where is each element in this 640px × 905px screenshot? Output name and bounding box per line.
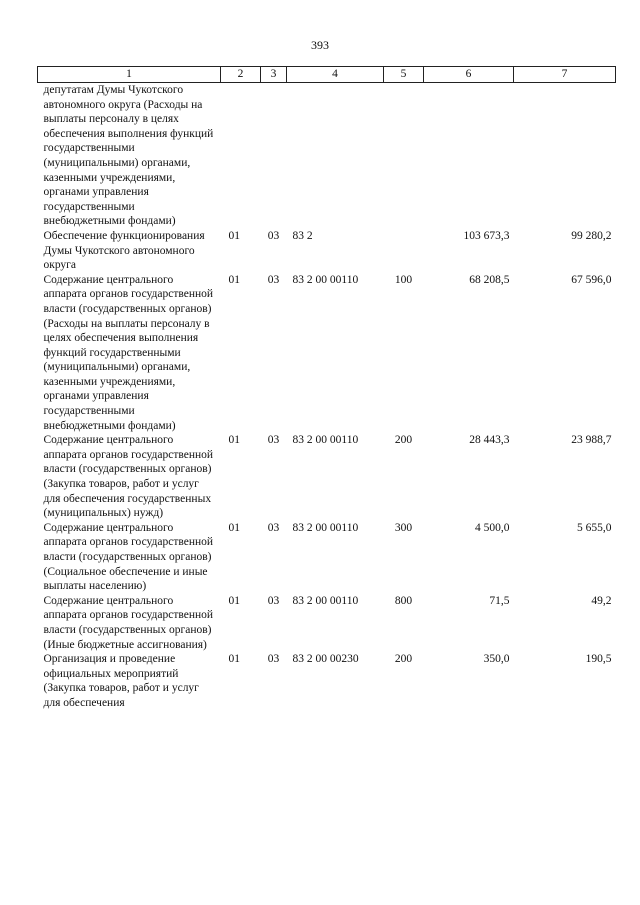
- table-header-row: [38, 67, 616, 83]
- target-article-code: 83 2 00 00230: [292, 653, 359, 666]
- section-code: 01: [228, 434, 240, 447]
- table-row: [38, 273, 616, 434]
- column-header: 7: [514, 67, 616, 83]
- expense-type-code: 200: [394, 653, 413, 666]
- column-header: 5: [384, 67, 424, 83]
- section-code: 01: [228, 229, 240, 242]
- amount-year-2: 190,5: [585, 653, 612, 666]
- target-article-code: 83 2 00 00110: [292, 594, 359, 607]
- amount-year-2: [514, 83, 616, 229]
- subsection-code: 03: [267, 434, 280, 447]
- section-code: 01: [228, 273, 240, 286]
- expense-type-code: 300: [394, 521, 413, 534]
- expense-name: Содержание центрального аппарата органов государственной власти (государственных органов) (Закупка товаров, работ и услуг для обеспечения государственных (муниципальных) нужд): [43, 434, 214, 520]
- amount-year-1: 28 443,3: [469, 434, 510, 447]
- section-code: [221, 83, 261, 229]
- expense-type-code: 200: [394, 434, 413, 447]
- amount-year-2: 23 988,7: [571, 434, 612, 447]
- column-header: 2: [221, 67, 261, 83]
- table-row: [38, 652, 616, 710]
- amount-year-1: 71,5: [489, 594, 510, 607]
- target-article-code: 83 2 00 00110: [292, 273, 359, 286]
- table-row: [38, 594, 616, 652]
- table-row: [38, 433, 616, 521]
- column-header: 6: [424, 67, 514, 83]
- amount-year-1: [424, 83, 514, 229]
- expense-name: Обеспечение функционирования Думы Чукотского автономного округа: [43, 229, 205, 272]
- page-number: 393: [311, 38, 329, 52]
- section-code: 01: [228, 594, 240, 607]
- target-article-code: 83 2: [292, 229, 313, 242]
- target-article-code: 83 2 00 00110: [292, 434, 359, 447]
- subsection-code: 03: [267, 653, 280, 666]
- subsection-code: [261, 83, 287, 229]
- expense-name: Организация и проведение официальных мероприятий (Закупка товаров, работ и услуг для обеспечения: [43, 653, 199, 709]
- expense-type-code: 800: [394, 594, 413, 607]
- amount-year-2: 49,2: [591, 594, 612, 607]
- column-header: 4: [287, 67, 384, 83]
- column-header: 3: [261, 67, 287, 83]
- amount-year-2: 5 655,0: [577, 521, 612, 534]
- amount-year-2: 99 280,2: [571, 229, 612, 242]
- expense-name: депутатам Думы Чукотского автономного округа (Расходы на выплаты персоналу в целях обеспечения выполнения функций государственными (муниципальными) органами, казенными учреждениями, органами управления государственными внебюджетными фондами): [43, 84, 214, 228]
- target-article-code: [287, 83, 384, 229]
- subsection-code: 03: [267, 521, 280, 534]
- column-header: 1: [38, 67, 221, 83]
- subsection-code: 03: [267, 594, 280, 607]
- budget-table: [37, 66, 616, 711]
- expense-type-code: [384, 229, 424, 273]
- amount-year-2: 67 596,0: [571, 273, 612, 286]
- expense-name: Содержание центрального аппарата органов государственной власти (государственных органов) (Иные бюджетные ассигнования): [43, 594, 214, 651]
- subsection-code: 03: [267, 229, 280, 242]
- amount-year-1: 68 208,5: [469, 273, 510, 286]
- section-code: 01: [228, 653, 240, 666]
- target-article-code: 83 2 00 00110: [292, 521, 359, 534]
- subsection-code: 03: [267, 273, 280, 286]
- amount-year-1: 4 500,0: [475, 521, 510, 534]
- table-row: [38, 229, 616, 273]
- table-row: [38, 521, 616, 594]
- amount-year-1: 103 673,3: [463, 229, 510, 242]
- expense-name: Содержание центрального аппарата органов государственной власти (государственных органов) (Расходы на выплаты персоналу в целях обеспечения выполнения функций государственными (муниципальными) органами, казенными учреждениями, органами управления государственными внебюджетными фондами): [43, 273, 214, 432]
- table-row: [38, 83, 616, 229]
- expense-type-code: 100: [394, 273, 413, 286]
- amount-year-1: 350,0: [483, 653, 510, 666]
- expense-name: Содержание центрального аппарата органов государственной власти (государственных органов) (Социальное обеспечение и иные выплаты населению): [43, 521, 214, 593]
- section-code: 01: [228, 521, 240, 534]
- expense-type-code: [384, 83, 424, 229]
